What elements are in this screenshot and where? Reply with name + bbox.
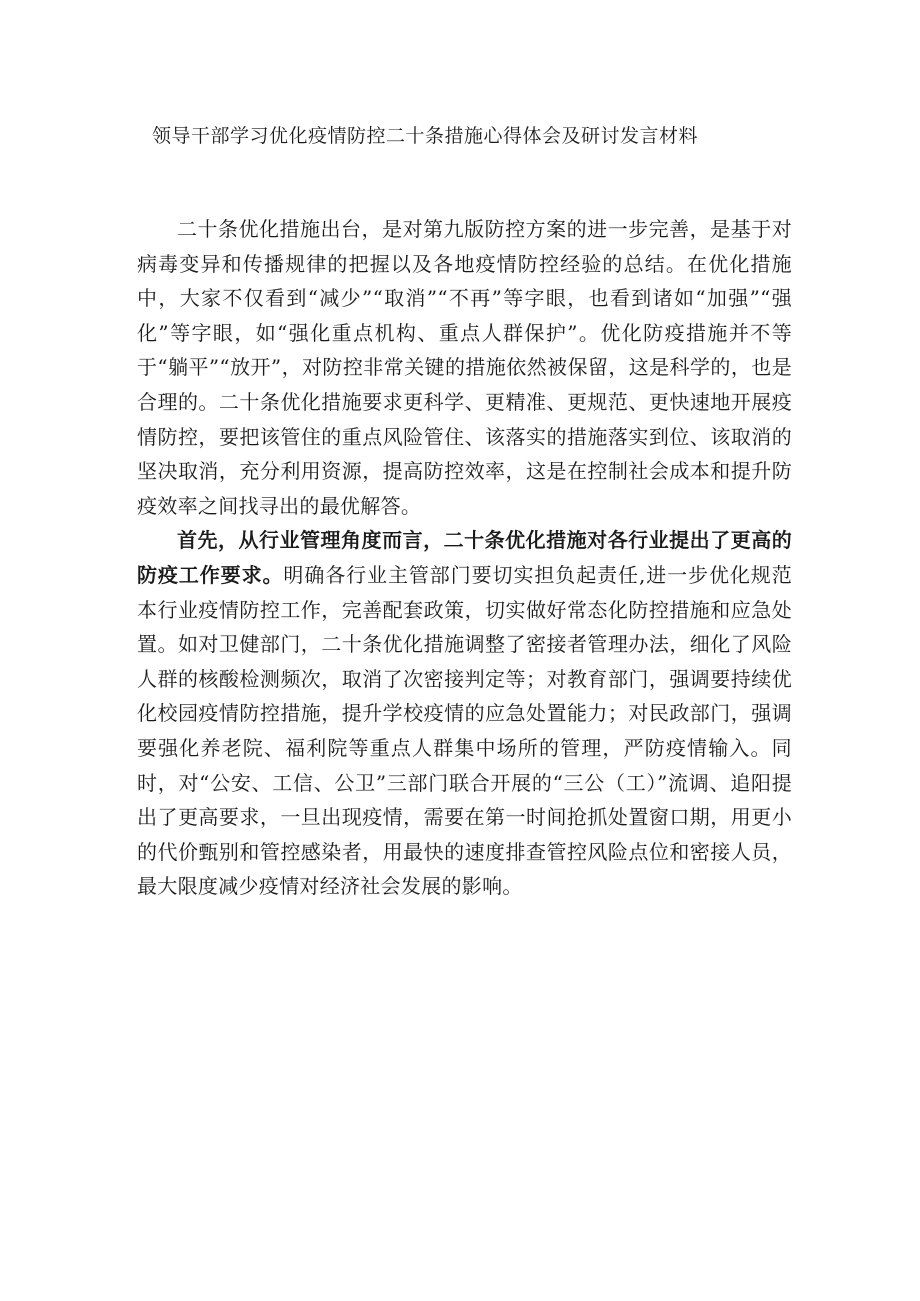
paragraph-1-text: 二十条优化措施出台，是对第九版防控方案的进一步完善，是基于对病毒变异和传播规律的把握以及各地疫情防控经验的总结。在优化措施中，大家不仅看到“减少”“取消”“不再”等字眼，也看到诸如“加强”“强化”等字眼，如“强化重点机构、重点人群保护”。优化防疫措施并不等于“躺平”“放开”，对防控非常关键的措施依然被保留，这是科学的，也是合理的。二十条优化措施要求更科学、更精准、更规范、更快速地开展疫情防控，要把该管住的重点风险管住、该落实的措施落实到位、该取消的坚决取消，充分利用资源，提高防控效率，这是在控制社会成本和提升防疫效率之间找寻出的最优解答。 xyxy=(137,217,792,518)
paragraph-2 xyxy=(137,523,792,904)
paragraph-1 xyxy=(137,212,792,523)
paragraph-2-lead: 首先，从行业管理角度而言，二十条优化措施对各行业提出了更高的防疫工作要求。 xyxy=(137,528,792,587)
document-title: 领导干部学习优化疫情防控二十条措施心得体会及研讨发言材料 xyxy=(152,125,699,147)
document-body xyxy=(137,212,792,904)
paragraph-2-text: 明确各行业主管部门要切实担负起责任,进一步优化规范本行业疫情防控工作，完善配套政策，切实做好常态化防控措施和应急处置。如对卫健部门，二十条优化措施调整了密接者管理办法，细化了风险人群的核酸检测频次，取消了次密接判定等；对教育部门，强调要持续优化校园疫情防控措施，提升学校疫情的应急处置能力；对民政部门，强调要强化养老院、福利院等重点人群集中场所的管理，严防疫情输入。同时，对“公安、工信、公卫”三部门联合开展的“三公（工）”流调、追阳提出了更高要求，一旦出现疫情，需要在第一时间抢抓处置窗口期，用更小的代价甄别和管控感染者，用最快的速度排查管控风险点位和密接人员，最大限度减少疫情对经济社会发展的影响。 xyxy=(137,562,792,899)
